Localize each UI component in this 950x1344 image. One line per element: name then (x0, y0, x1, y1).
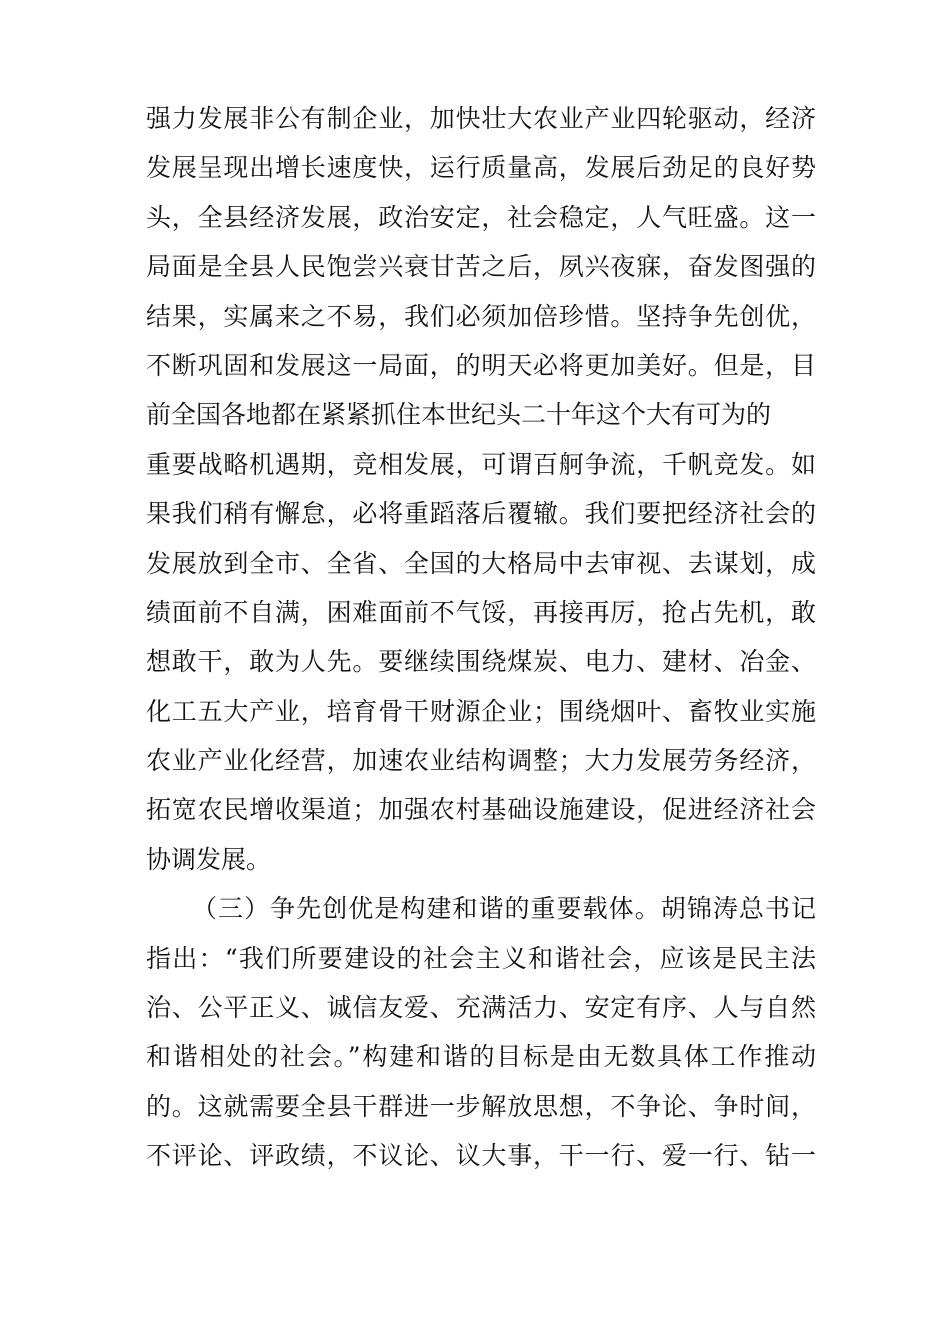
text-line: 指出：“我们所要建设的社会主义和谐社会，应该是民主法 (146, 943, 816, 973)
text-line: 发展呈现出增长速度快，运行质量高，发展后劲足的良好势 (146, 153, 816, 183)
text-line: 不断巩固和发展这一局面，的明天必将更加美好。但是，目 (146, 350, 816, 380)
text-line: 头，全县经济发展，政治安定，社会稳定，人气旺盛。这一 (146, 202, 816, 232)
text-line: 前全国各地都在紧紧抓住本世纪头二十年这个大有可为的 (146, 400, 772, 430)
text-line: 不评论、评政绩，不议论、议大事，干一行、爱一行、钻一 (146, 1141, 816, 1171)
text-line: 发展放到全市、全省、全国的大格局中去审视、去谋划，成 (146, 548, 816, 578)
text-line: 重要战略机遇期，竞相发展，可谓百舸争流，千帆竞发。如 (146, 449, 816, 479)
text-line: 结果，实属来之不易，我们必须加倍珍惜。坚持争先创优， (146, 301, 816, 331)
text-line: 拓宽农民增收渠道；加强农村基础设施建设，促进经济社会 (146, 795, 816, 825)
text-line: 的。这就需要全县干群进一步解放思想，不争论、争时间， (146, 1091, 816, 1121)
text-line: 想敢干，敢为人先。要继续围绕煤炭、电力、建材、冶金、 (146, 647, 816, 677)
text-line: 化工五大产业，培育骨干财源企业；围绕烟叶、畜牧业实施 (146, 696, 816, 726)
text-line: （三）争先创优是构建和谐的重要载体。胡锦涛总书记 (192, 894, 816, 924)
text-line: 协调发展。 (146, 844, 272, 874)
text-line: 治、公平正义、诚信友爱、充满活力、安定有序、人与自然 (146, 993, 816, 1023)
text-line: 和谐相处的社会。”构建和谐的目标是由无数具体工作推动 (146, 1042, 816, 1072)
text-line: 局面是全县人民饱尝兴衰甘苦之后，夙兴夜寐，奋发图强的 (146, 252, 816, 282)
text-line: 绩面前不自满，困难面前不气馁，再接再厉，抢占先机，敢 (146, 597, 816, 627)
text-line: 强力发展非公有制企业，加快壮大农业产业四轮驱动，经济 (146, 104, 816, 133)
text-line: 农业产业化经营，加速农业结构调整；大力发展劳务经济， (146, 746, 816, 776)
text-line: 果我们稍有懈怠，必将重蹈落后覆辙。我们要把经济社会的 (146, 499, 816, 529)
body-text (146, 94, 816, 1181)
